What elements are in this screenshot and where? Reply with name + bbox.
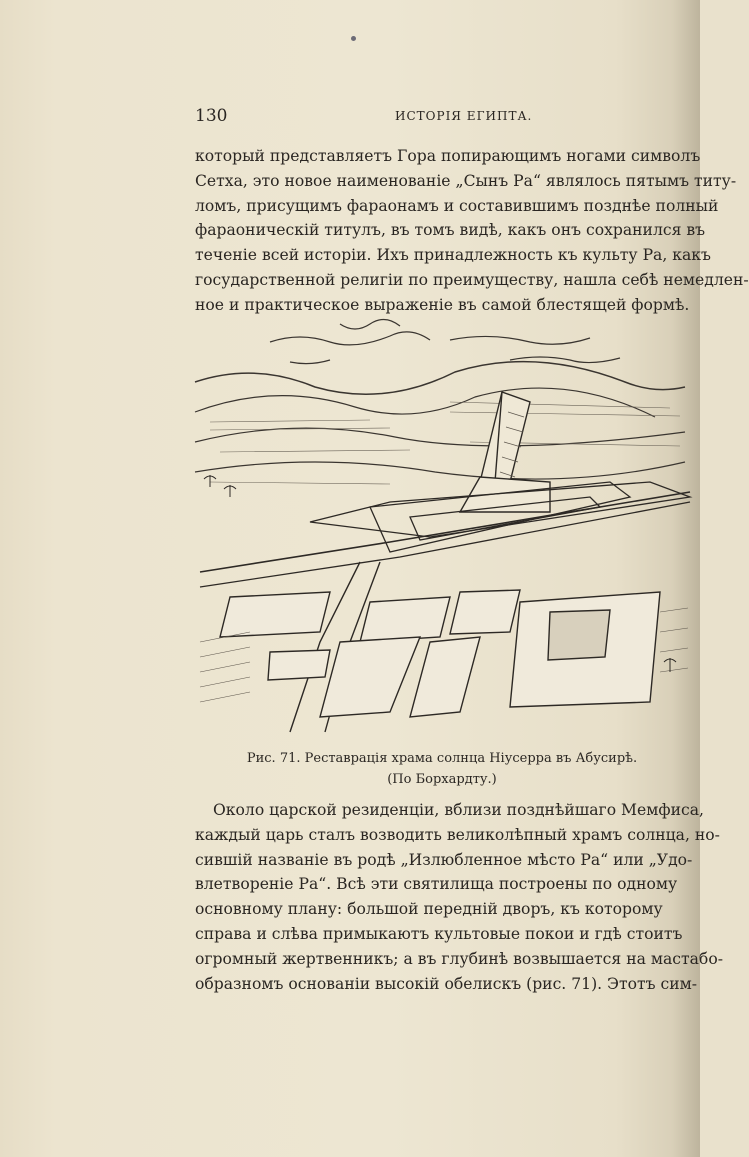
- text-line: фараоническій титулъ, въ томъ видѣ, какъ онъ сохранился въ: [195, 221, 706, 240]
- figure-caption: [195, 748, 689, 790]
- text-line: государственной религіи по преимуществу, нашла себѣ немедлен-: [195, 270, 749, 289]
- running-head: [195, 106, 685, 130]
- text-line: Сетха, это новое наименованіе „Сынъ Ра“ являлось пятымъ титу-: [195, 171, 737, 190]
- text-line: Около царской резиденціи, вблизи позднѣйшаго Мемфиса,: [213, 801, 704, 819]
- text-line: огромный жертвенникъ; а въ глубинѣ возвышается на мастабо-: [195, 949, 723, 968]
- text-line: каждый царь сталъ возводить великолѣпный храмъ солнца, но-: [195, 825, 720, 844]
- ink-speck: [351, 36, 356, 41]
- top-paragraph: [195, 144, 749, 318]
- text-line: образномъ основаніи высокій обелискъ (рис. 71). Этотъ сим-: [195, 974, 698, 993]
- temple-illustration: [190, 312, 690, 732]
- text-line: ное и практическое выраженіе въ самой блестящей формѣ.: [195, 295, 690, 314]
- text-line: влетвореніе Ра“. Всѣ эти святилища построены по одному: [195, 875, 678, 894]
- text-line: справа и слѣва примыкаютъ культовые покои и гдѣ стоитъ: [195, 924, 683, 943]
- text-line: теченіе всей исторіи. Ихъ принадлежность къ культу Ра, какъ: [195, 246, 711, 265]
- text-line: основному плану: большой передній дворъ, къ которому: [195, 900, 663, 919]
- bottom-paragraph: [195, 798, 723, 996]
- caption-title: Рис. 71. Реставрація храма солнца Ніусерра въ Абусирѣ.: [246, 751, 638, 766]
- engraving-drawing: [190, 312, 690, 732]
- caption-source: (По Борхардту.): [387, 772, 497, 787]
- text-line: который представляетъ Гора попирающимъ ногами символъ: [195, 147, 701, 165]
- text-line: сившій названіе въ родѣ „Излюбленное мѣсто Ра“ или „Удо-: [195, 850, 693, 869]
- text-line: ломъ, присущимъ фараонамъ и составившимъ позднѣе полный: [195, 196, 719, 215]
- page-number: 130: [195, 106, 228, 126]
- running-title: ИСТОРІЯ ЕГИПТА.: [395, 109, 533, 123]
